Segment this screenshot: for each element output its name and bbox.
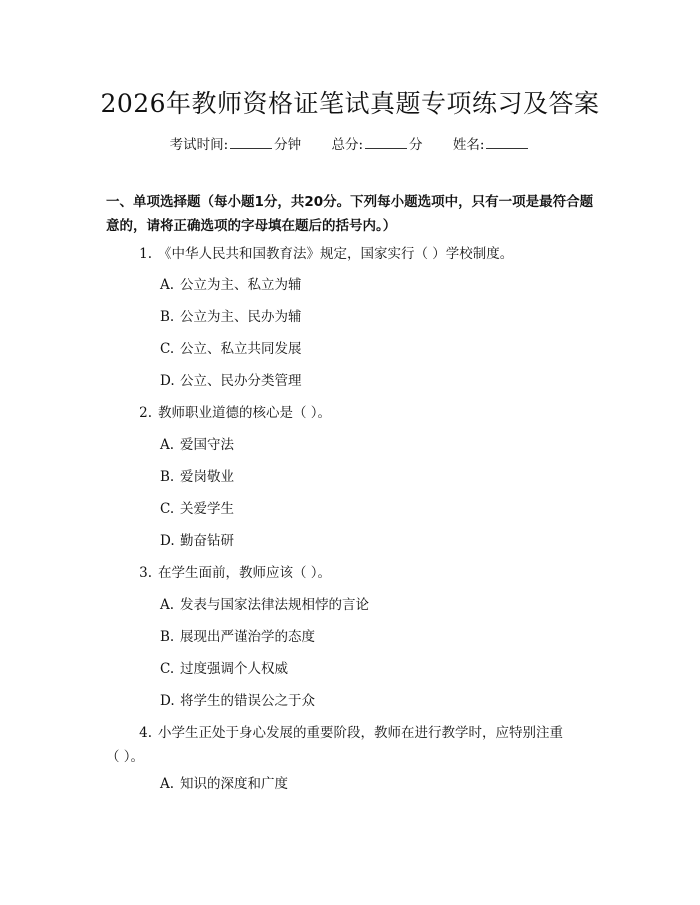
option-label: A. bbox=[160, 277, 175, 293]
option-text: 公立为主、私立为辅 bbox=[180, 277, 302, 293]
question-text: 《中华人民共和国教育法》规定，国家实行（ ）学校制度。 bbox=[158, 246, 514, 262]
option-text: 勤奋钻研 bbox=[180, 533, 234, 549]
option-label: A. bbox=[160, 437, 175, 453]
exam-time-field bbox=[170, 133, 302, 153]
name-field bbox=[453, 133, 531, 153]
option-text: 展现出严谨治学的态度 bbox=[180, 629, 315, 645]
question-1-option-c bbox=[160, 337, 302, 361]
question-3 bbox=[106, 561, 596, 585]
option-text: 公立、民办分类管理 bbox=[180, 373, 302, 389]
page-title: 2026年教师资格证笔试真题专项练习及答案 bbox=[100, 89, 600, 118]
option-label: B. bbox=[160, 629, 175, 645]
option-label: D. bbox=[160, 693, 175, 709]
option-label: B. bbox=[160, 309, 175, 325]
question-number: 3. bbox=[139, 565, 152, 581]
question-number: 4. bbox=[139, 725, 152, 741]
option-label: A. bbox=[160, 597, 175, 613]
question-1 bbox=[106, 242, 596, 266]
exam-info-line bbox=[0, 133, 700, 153]
option-label: D. bbox=[160, 373, 175, 389]
question-1-option-b bbox=[160, 305, 302, 329]
option-label: A. bbox=[160, 776, 175, 792]
question-number: 1. bbox=[139, 246, 152, 262]
option-text: 爱岗敬业 bbox=[180, 469, 234, 485]
name-blank bbox=[486, 135, 528, 149]
question-2-option-d bbox=[160, 529, 234, 553]
option-text: 发表与国家法律法规相悖的言论 bbox=[180, 597, 369, 613]
question-3-option-c bbox=[160, 657, 288, 681]
option-text: 爱国守法 bbox=[180, 437, 234, 453]
question-3-option-a bbox=[160, 593, 369, 617]
total-score-unit: 分 bbox=[409, 137, 423, 153]
question-3-option-d bbox=[160, 689, 315, 713]
section-heading: 一、单项选择题（每小题1分，共20分。下列每小题选项中，只有一项是最符合题意的，请将正确选项的字母填在题后的括号内。） bbox=[106, 194, 594, 234]
exam-time-label: 考试时间: bbox=[169, 137, 229, 153]
option-label: D. bbox=[160, 533, 175, 549]
question-1-option-a bbox=[160, 273, 302, 297]
question-text: 小学生正处于身心发展的重要阶段，教师在进行教学时，应特别注重（ ）。 bbox=[106, 725, 563, 765]
exam-time-blank bbox=[230, 135, 272, 149]
option-text: 关爱学生 bbox=[180, 501, 234, 517]
question-number: 2. bbox=[139, 405, 152, 421]
question-1-option-d bbox=[160, 369, 302, 393]
question-3-option-b bbox=[160, 625, 315, 649]
total-score-label: 总分: bbox=[331, 137, 364, 153]
option-label: C. bbox=[160, 501, 175, 517]
question-text: 在学生面前，教师应该（ ）。 bbox=[158, 565, 332, 581]
option-label: C. bbox=[160, 341, 175, 357]
question-4 bbox=[106, 721, 576, 769]
option-text: 过度强调个人权威 bbox=[180, 661, 288, 677]
option-text: 公立、私立共同发展 bbox=[180, 341, 302, 357]
exam-time-unit: 分钟 bbox=[274, 137, 302, 153]
question-text: 教师职业道德的核心是（ ）。 bbox=[158, 405, 332, 421]
option-text: 公立为主、民办为辅 bbox=[180, 309, 302, 325]
option-text: 知识的深度和广度 bbox=[180, 776, 288, 792]
option-text: 将学生的错误公之于众 bbox=[180, 693, 315, 709]
question-2-option-b bbox=[160, 465, 234, 489]
question-2-option-c bbox=[160, 497, 234, 521]
question-2 bbox=[106, 401, 596, 425]
option-label: C. bbox=[160, 661, 175, 677]
question-4-option-a bbox=[160, 772, 288, 796]
option-label: B. bbox=[160, 469, 175, 485]
total-score-field bbox=[331, 133, 422, 153]
total-score-blank bbox=[365, 135, 407, 149]
name-label: 姓名: bbox=[452, 137, 485, 153]
question-2-option-a bbox=[160, 433, 234, 457]
